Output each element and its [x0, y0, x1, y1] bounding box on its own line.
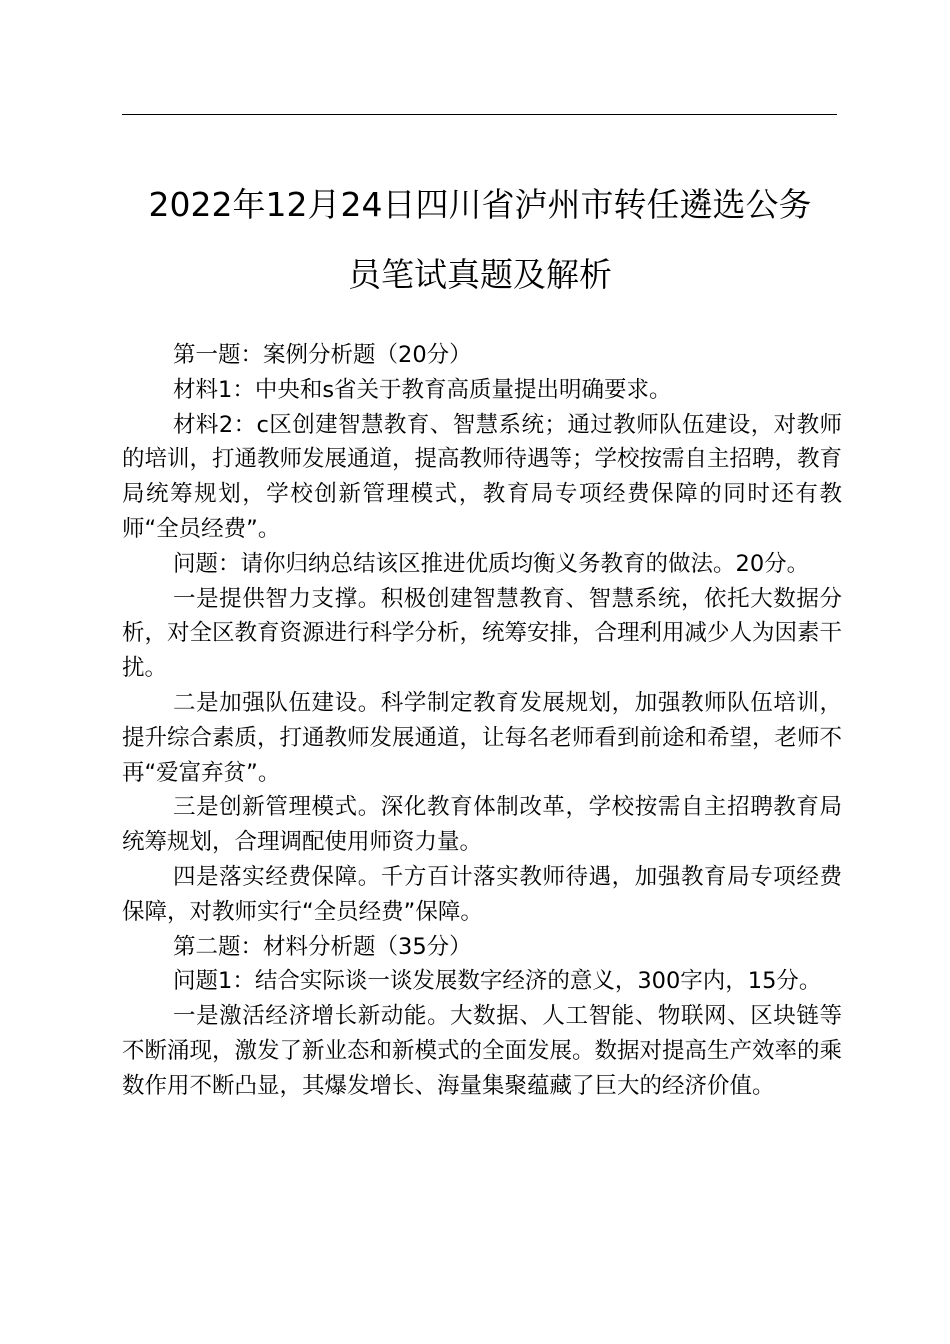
header-rule	[122, 114, 837, 115]
material-2: 材料2：c区创建智慧教育、智慧系统；通过教师队伍建设，对教师的培训，打通教师发展通道，提高教师待遇等；学校按需自主招聘，教育局统筹规划，学校创新管理模式，教育局专项经费保障的同时还有教师“全员经费”。	[122, 411, 843, 542]
answer-point-3: 三是创新管理模式。深化教育体制改革，学校按需自主招聘教育局统筹规划，合理调配使用师资力量。	[122, 794, 842, 856]
answer-point-4: 四是落实经费保障。千方百计落实教师待遇，加强教育局专项经费保障，对教师实行“全员经费”保障。	[122, 863, 842, 925]
question-2-1: 问题1：结合实际谈一谈发展数字经济的意义，300字内，15分。	[173, 968, 822, 995]
answer-point-2-1: 一是激活经济增长新动能。大数据、人工智能、物联网、区块链等不断涌现，激发了新业态和新模式的全面发展。数据对提高生产效率的乘数作用不断凸显，其爆发增长、海量集聚蕴藏了巨大的经济价值。	[122, 1003, 843, 1099]
question-1: 问题：请你归纳总结该区推进优质均衡义务教育的做法。20分。	[173, 550, 810, 577]
answer-point-1: 一是提供智力支撑。积极创建智慧教育、智慧系统，依托大数据分析，对全区教育资源进行科学分析，统筹安排，合理利用减少人为因素干扰。	[122, 585, 843, 682]
section-heading-2: 第二题：材料分析题（35分）	[173, 933, 472, 960]
document-title	[100, 170, 860, 310]
document-body	[122, 338, 842, 1104]
answer-point-2: 二是加强队伍建设。科学制定教育发展规划，加强教师队伍培训，提升综合素质，打通教师发展通道，让每名老师看到前途和希望，老师不再“爱富弃贫”。	[122, 689, 843, 786]
material-1: 材料1：中央和s省关于教育高质量提出明确要求。	[173, 376, 672, 403]
title-line-1: 2022年12月24日四川省泸州市转任遴选公务	[148, 185, 812, 224]
section-heading-1: 第一题：案例分析题（20分）	[173, 342, 472, 368]
title-line-2: 员笔试真题及解析	[348, 255, 612, 294]
